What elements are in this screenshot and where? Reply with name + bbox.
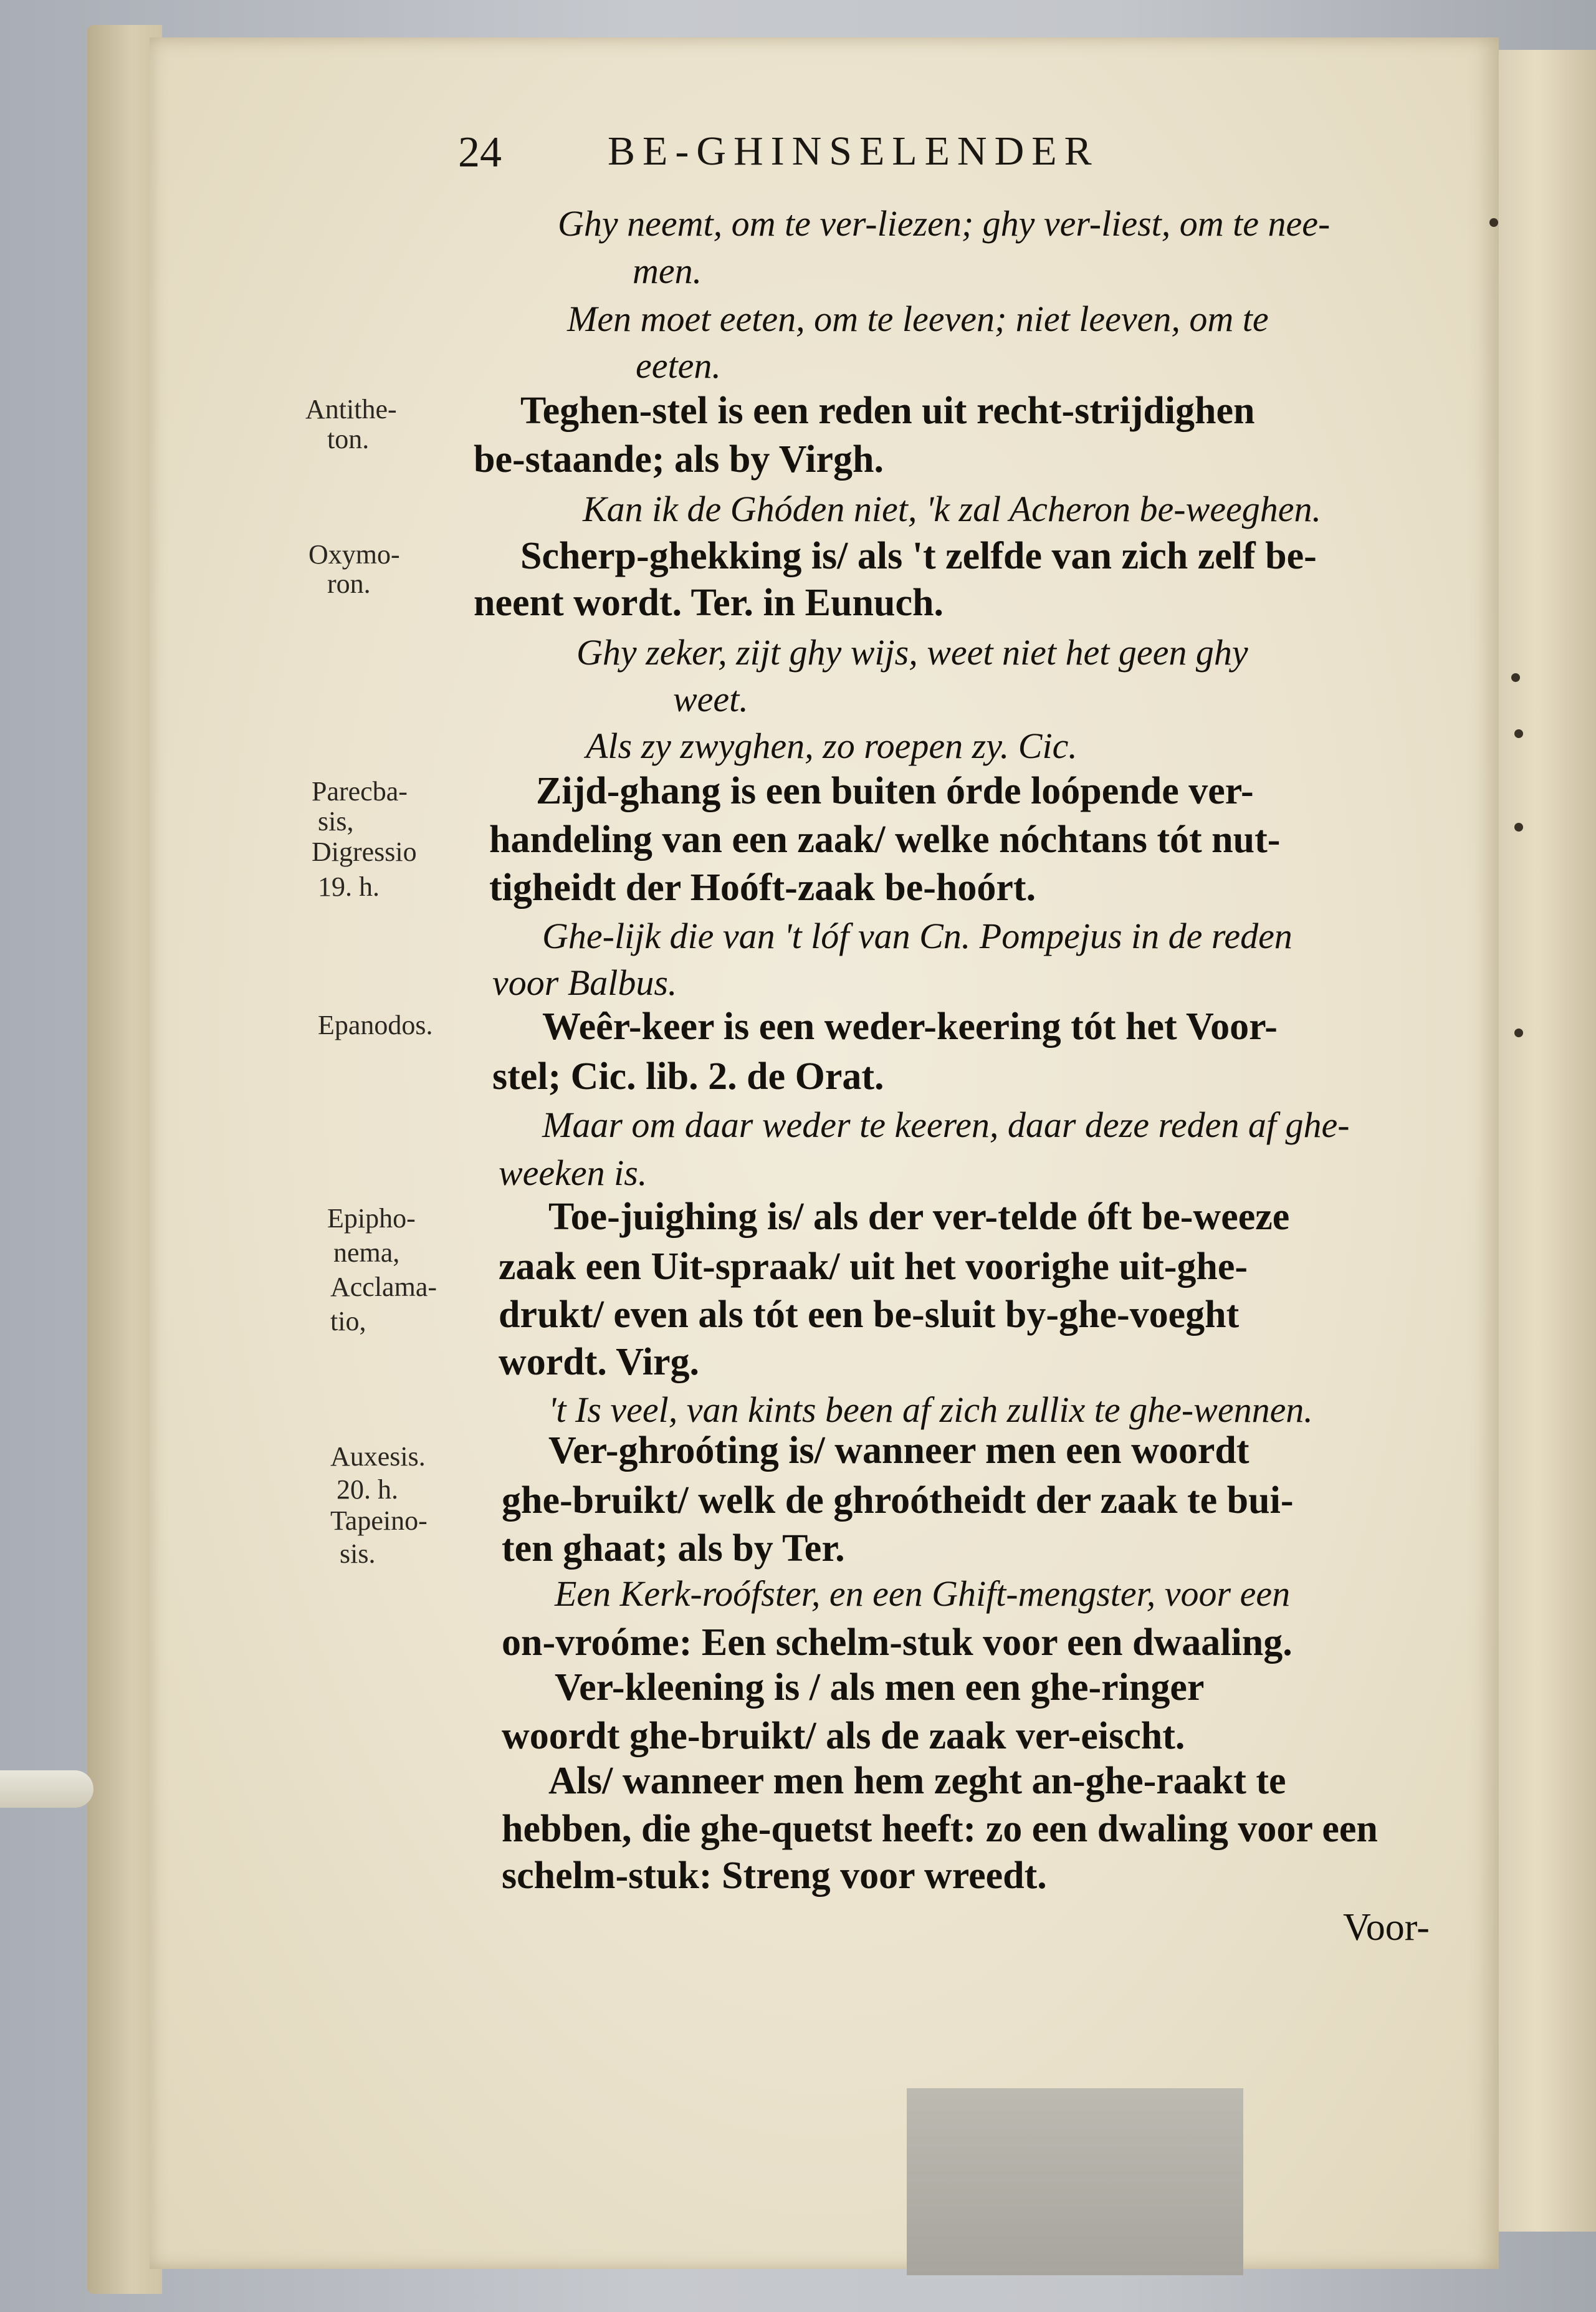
margin-note: sis, [318, 806, 354, 837]
text-line: weet. [673, 679, 748, 719]
text-line: Scherp-ghekking is/ als 't zelfde van zich zelf be- [520, 535, 1317, 577]
text-line: weeken is. [499, 1153, 647, 1193]
margin-note: nema, [333, 1237, 400, 1268]
text-line: 't Is veel, van kints been af zich zullix te ghe-wennen. [548, 1389, 1313, 1430]
text-line: Maar om daar weder te keeren, daar deze reden af ghe- [542, 1105, 1350, 1145]
grey-tab [907, 2088, 1243, 2275]
margin-note: Epipho- [327, 1203, 416, 1234]
text-line: drukt/ even als tót een be-sluit by-ghe-voeght [499, 1293, 1240, 1336]
binding-hole [1489, 218, 1498, 227]
text-line: tigheidt der Hoóft-zaak be-hoórt. [489, 866, 1036, 909]
margin-note: Tapeino- [330, 1505, 428, 1536]
margin-note: Antithe- [305, 394, 397, 425]
text-line: ghe-bruikt/ welk de ghroótheidt der zaak te bui- [502, 1479, 1294, 1522]
margin-note: Epanodos. [318, 1010, 433, 1040]
margin-note: sis. [340, 1538, 376, 1569]
text-line: Teghen-stel is een reden uit recht-strijdighen [520, 390, 1255, 432]
margin-note: 19. h. [318, 871, 380, 902]
text-line: ten ghaat; als by Ter. [502, 1527, 845, 1570]
text-line: woordt ghe-bruikt/ als de zaak ver-eischt. [502, 1715, 1185, 1757]
text-line: Een Kerk-roófster, en een Ghift-mengster, voor een [555, 1573, 1291, 1614]
text-line: schelm-stuk: Streng voor wreedt. [502, 1854, 1047, 1897]
page-number: 24 [458, 128, 502, 176]
text-line: voor Balbus. [492, 962, 677, 1003]
text-line: hebben, die ghe-quetst heeft: zo een dwaling voor een [502, 1808, 1378, 1850]
text-line: Zijd-ghang is een buiten órde loópende ver- [536, 770, 1254, 812]
text-line: neent wordt. Ter. in Eunuch. [474, 582, 944, 624]
margin-note: Parecba- [312, 776, 408, 807]
text-line: Weêr-keer is een weder-keering tót het Voor- [542, 1005, 1278, 1048]
catchword: Voor- [1343, 1906, 1430, 1949]
text-line: Ver-kleening is / als men een ghe-ringer [555, 1666, 1205, 1709]
text-line: Als zy zwyghen, zo roepen zy. Cic. [586, 726, 1078, 766]
text-line: zaak een Uit-spraak/ uit het voorighe uit-ghe- [499, 1245, 1248, 1288]
margin-note: ton. [327, 424, 370, 454]
text-line: Ghe-lijk die van 't lóf van Cn. Pompejus in de reden [542, 916, 1293, 956]
text-line: men. [633, 251, 702, 291]
text-line: Ghy neemt, om te ver-liezen; ghy ver-liest, om te nee- [558, 203, 1331, 244]
text-line: on-vroóme: Een schelm-stuk voor een dwaaling. [502, 1621, 1293, 1664]
text-line: eeten. [636, 345, 721, 386]
text-line: Ghy zeker, zijt ghy wijs, weet niet het geen ghy [576, 632, 1248, 673]
binding-hole [1511, 673, 1520, 682]
margin-note: Oxymo- [308, 539, 400, 570]
page-header [458, 128, 1318, 184]
text-line: Men moet eeten, om te leeven; niet leeven, om te [567, 299, 1269, 339]
binding-hole [1514, 1029, 1523, 1037]
text-line: wordt. Virg. [499, 1341, 700, 1383]
book-page [150, 37, 1499, 2269]
book-right-edge [1496, 50, 1596, 2232]
margin-note: Auxesis. [330, 1441, 426, 1472]
margin-note: ron. [327, 568, 371, 599]
binding-hole [1514, 823, 1523, 832]
text-line: Toe-juighing is/ als der ver-telde óft be-weeze [548, 1196, 1290, 1238]
text-line: handeling van een zaak/ welke nóchtans tót nut- [489, 818, 1281, 861]
text-line: be-staande; als by Virgh. [474, 438, 884, 481]
margin-note: Acclama- [330, 1272, 437, 1302]
text-line: stel; Cic. lib. 2. de Orat. [492, 1055, 884, 1098]
running-title: BE-GHINSELENDER [608, 128, 1099, 174]
text-line: Kan ik de Ghóden niet, 'k zal Acheron be-weeghen. [583, 489, 1321, 529]
margin-note: 20. h. [337, 1474, 398, 1505]
margin-note: Digressio [312, 837, 417, 867]
binding-cord [0, 1770, 93, 1808]
margin-note: tio, [330, 1306, 366, 1336]
binding-hole [1514, 729, 1523, 738]
text-line: Als/ wanneer men hem zeght an-ghe-raakt te [548, 1760, 1286, 1802]
text-line: Ver-ghroóting is/ wanneer men een woordt [548, 1429, 1250, 1472]
